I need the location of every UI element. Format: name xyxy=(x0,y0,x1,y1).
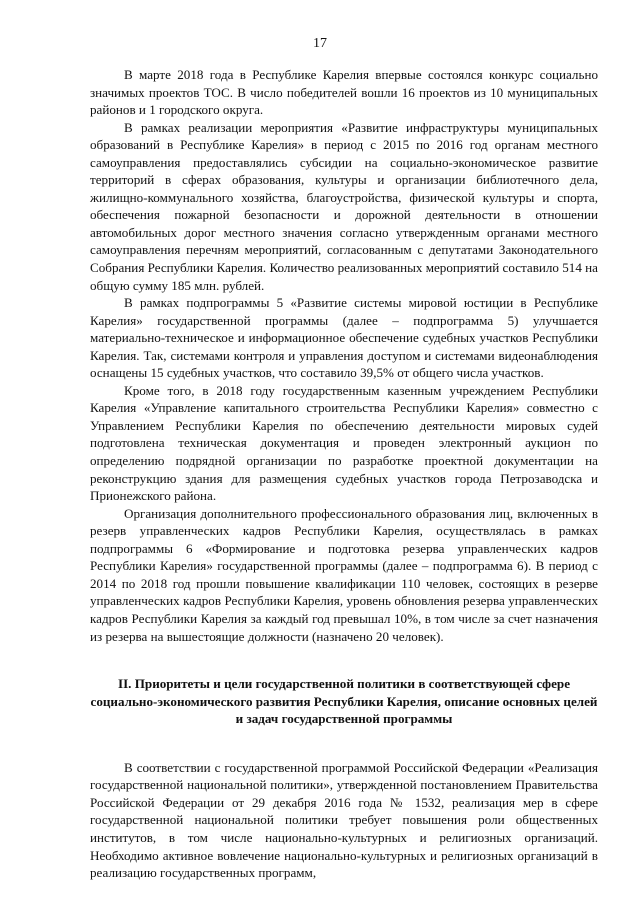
paragraph-tos-contest: В марте 2018 года в Республике Карелия впервые состоялся конкурс социально значимых проектов ТОС. В число победителей вошли 16 проектов из 10 муниципальных районов и 1 городского округа. xyxy=(90,67,598,118)
page-number: 17 xyxy=(313,36,327,51)
page-content xyxy=(90,66,598,882)
paragraph-national-policy: В соответствии с государственной программой Российской Федерации «Реализация государственной национальной политики», утвержденной постановлением Правительства Российской Федерации от 29 декабря 2016 года № 1532, реализация мер в сфере государственной национальной политики требует повышения роли общественных институтов, в том числе национально-культурных и религиозных организаций. Необходимо активное вовлечение национально-культурных и религиозных организаций в реализацию государственных программ, xyxy=(90,759,598,881)
section-heading: II. Приоритеты и цели государственной политики в соответствующей сфере социально-экономического развития Республики Карелия, описание основных целей и задач государственной программы xyxy=(90,676,598,727)
paragraph-court-building: Кроме того, в 2018 году государственным казенным учреждением Республики Карелия «Управление капитального строительства Республики Карелия» совместно с Управлением Республики Карелия по обеспечению деятельности мировых судей подготовлена техническая документация и проведен электронный аукцион по определению подрядной организации по разработке проектной документации на реконструкцию здания для размещения судебных участков города Петрозаводска и Прионежского района. xyxy=(90,382,598,504)
paragraph-subprogram-6: Организация дополнительного профессионального образования лиц, включенных в резерв управленческих кадров Республики Карелия, осуществлялась в рамках подпрограммы 6 «Формирование и подготовка резерва управленческих кадров Республики Карелия» государственной программы (далее – подпрограмма 6). В период с 2014 по 2018 год прошли повышение квалификации 110 человек, состоящих в резерве управленческих кадров Республики Карелия, уровень обновления резерва управленческих кадров Республики Карелия за каждый год превышал 10%, в том числе за счет назначения из резерва на вышестоящие должности (назначено 20 человек). xyxy=(90,505,598,644)
paragraph-infrastructure-subsidies: В рамках реализации мероприятия «Развитие инфраструктуры муниципальных образований в Республике Карелия» в период с 2015 по 2016 год органам местного самоуправления предоставлялись субсидии на социально-экономическое развитие территорий в сферах образования, культуры и организации библиотечного дела, жилищно-коммунального хозяйства, благоустройства, физической культуры и спорта, обеспечения пожарной безопасности и дорожной деятельности в отношении автомобильных дорог местного значения согласно утвержденным органами местного самоуправления перечням мероприятий, согласованным с депутатами Законодательного Собрания Республики Карелия. Количество реализованных мероприятий составило 514 на общую сумму 185 млн. рублей. xyxy=(90,119,598,293)
paragraph-subprogram-5: В рамках подпрограммы 5 «Развитие системы мировой юстиции в Республике Карелия» государственной программы (далее – подпрограмма 5) улучшается материально-техническое и информационное обеспечение судебных участков Республики Карелия. Так, системами контроля и управления доступом и системами видеонаблюдения оснащены 15 судебных участков, что составило 39,5% от общего числа участков. xyxy=(90,295,598,381)
